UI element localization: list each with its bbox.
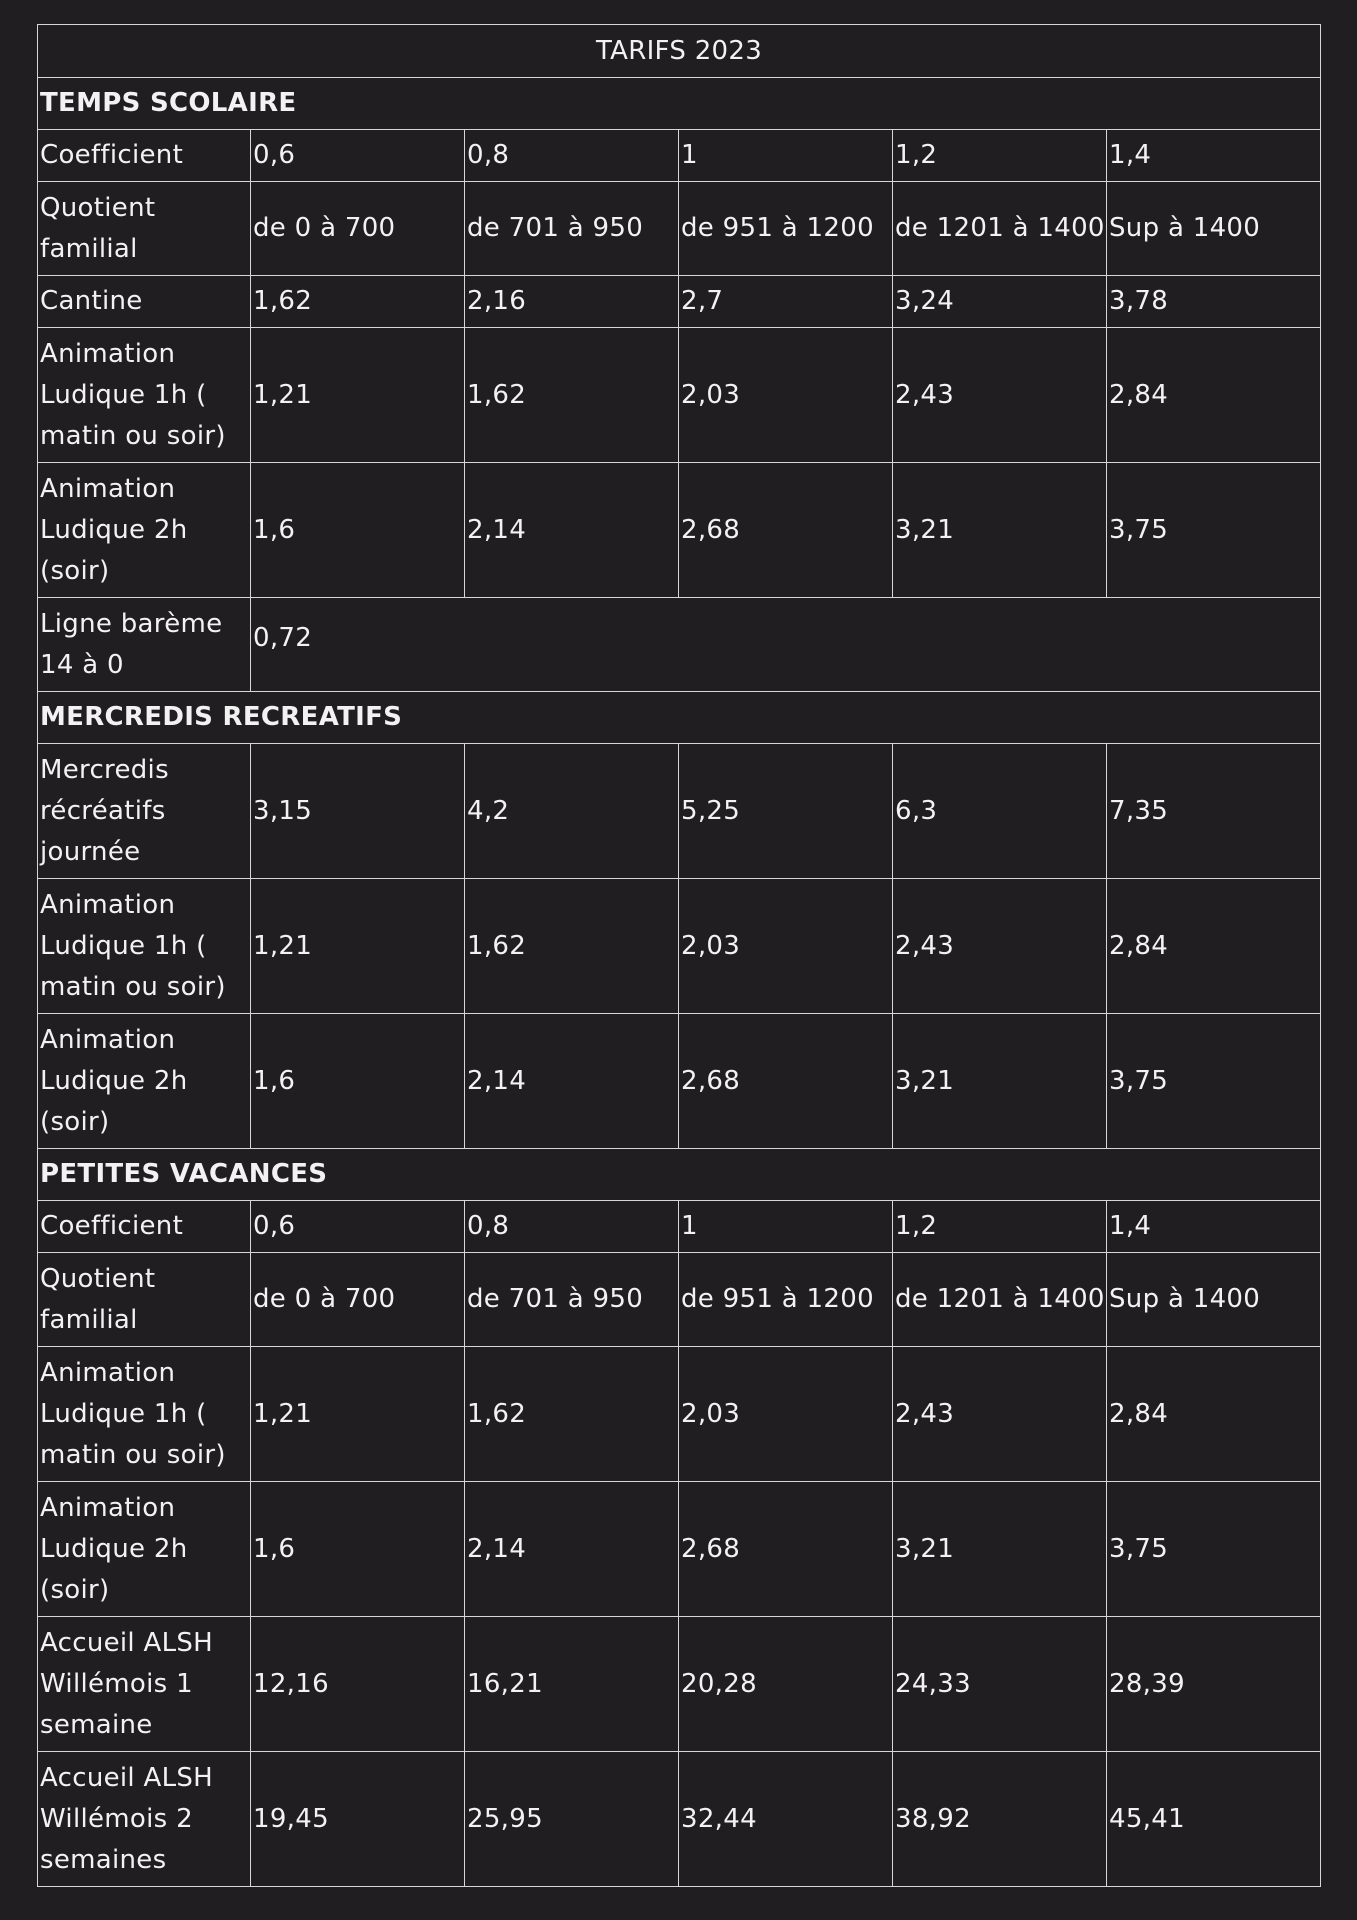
table-cell: 2,7 — [679, 276, 893, 328]
row-label: Animation Ludique 2h (soir) — [38, 1014, 251, 1149]
row-label: Cantine — [38, 276, 251, 328]
table-cell: 2,14 — [465, 1014, 679, 1149]
table-cell: de 951 à 1200 — [679, 1253, 893, 1347]
section-header-row — [38, 692, 1321, 744]
table-cell: 2,43 — [893, 328, 1107, 463]
table-row — [38, 598, 1321, 692]
table-cell: 0,72 — [251, 598, 1321, 692]
table-cell: 3,21 — [893, 463, 1107, 598]
table-cell: 1,21 — [251, 1347, 465, 1482]
section-title: PETITES VACANCES — [38, 1149, 1321, 1201]
table-cell: 24,33 — [893, 1617, 1107, 1752]
table-row — [38, 130, 1321, 182]
table-cell: 1,6 — [251, 1014, 465, 1149]
table-cell: 2,84 — [1107, 879, 1321, 1014]
table-cell: 1,6 — [251, 1482, 465, 1617]
table-cell: 1,62 — [465, 879, 679, 1014]
table-cell: 32,44 — [679, 1752, 893, 1887]
row-label: Animation Ludique 2h (soir) — [38, 463, 251, 598]
table-cell: 2,84 — [1107, 328, 1321, 463]
table-cell: 38,92 — [893, 1752, 1107, 1887]
table-cell: 0,6 — [251, 1201, 465, 1253]
row-label: Animation Ludique 1h ( matin ou soir) — [38, 328, 251, 463]
table-cell: 0,8 — [465, 1201, 679, 1253]
row-label: Coefficient — [38, 130, 251, 182]
table-cell: 2,68 — [679, 463, 893, 598]
section-header-row — [38, 1149, 1321, 1201]
table-row — [38, 276, 1321, 328]
table-cell: de 0 à 700 — [251, 1253, 465, 1347]
table-row — [38, 879, 1321, 1014]
table-cell: 1,21 — [251, 328, 465, 463]
table-cell: de 701 à 950 — [465, 1253, 679, 1347]
table-cell: de 1201 à 1400 — [893, 1253, 1107, 1347]
table-cell: de 701 à 950 — [465, 182, 679, 276]
table-cell: 7,35 — [1107, 744, 1321, 879]
section-title: TEMPS SCOLAIRE — [38, 78, 1321, 130]
table-cell: 6,3 — [893, 744, 1107, 879]
table-cell: 2,14 — [465, 1482, 679, 1617]
row-label: Quotient familial — [38, 1253, 251, 1347]
tarifs-table — [37, 24, 1321, 1887]
table-row — [38, 1752, 1321, 1887]
table-cell: 1 — [679, 130, 893, 182]
table-cell: 3,21 — [893, 1482, 1107, 1617]
table-cell: 1,6 — [251, 463, 465, 598]
section-title: MERCREDIS RECREATIFS — [38, 692, 1321, 744]
table-title: TARIFS 2023 — [38, 25, 1321, 78]
row-label: Mercredis récréatifs journée — [38, 744, 251, 879]
table-cell: 28,39 — [1107, 1617, 1321, 1752]
table-cell: 2,16 — [465, 276, 679, 328]
row-label: Animation Ludique 1h ( matin ou soir) — [38, 879, 251, 1014]
row-label: Animation Ludique 1h ( matin ou soir) — [38, 1347, 251, 1482]
row-label: Accueil ALSH Willémois 2 semaines — [38, 1752, 251, 1887]
table-cell: de 0 à 700 — [251, 182, 465, 276]
table-cell: 45,41 — [1107, 1752, 1321, 1887]
row-label: Animation Ludique 2h (soir) — [38, 1482, 251, 1617]
table-row — [38, 1482, 1321, 1617]
table-cell: 25,95 — [465, 1752, 679, 1887]
table-cell: 3,24 — [893, 276, 1107, 328]
table-cell: 1,4 — [1107, 1201, 1321, 1253]
table-row — [38, 182, 1321, 276]
table-row — [38, 328, 1321, 463]
table-cell: 1,62 — [465, 328, 679, 463]
table-cell: 2,84 — [1107, 1347, 1321, 1482]
table-row — [38, 1253, 1321, 1347]
table-cell: de 951 à 1200 — [679, 182, 893, 276]
table-cell: 12,16 — [251, 1617, 465, 1752]
table-cell: Sup à 1400 — [1107, 1253, 1321, 1347]
table-cell: 1 — [679, 1201, 893, 1253]
table-cell: 3,78 — [1107, 276, 1321, 328]
table-cell: 3,15 — [251, 744, 465, 879]
table-cell: 2,43 — [893, 1347, 1107, 1482]
table-cell: 20,28 — [679, 1617, 893, 1752]
table-cell: 2,68 — [679, 1014, 893, 1149]
table-row — [38, 463, 1321, 598]
row-label: Accueil ALSH Willémois 1 semaine — [38, 1617, 251, 1752]
row-label: Ligne barème 14 à 0 — [38, 598, 251, 692]
table-cell: 16,21 — [465, 1617, 679, 1752]
table-cell: 5,25 — [679, 744, 893, 879]
table-cell: 2,03 — [679, 879, 893, 1014]
table-cell: 1,4 — [1107, 130, 1321, 182]
table-cell: 2,03 — [679, 328, 893, 463]
row-label: Quotient familial — [38, 182, 251, 276]
table-cell: 3,75 — [1107, 463, 1321, 598]
row-label: Coefficient — [38, 1201, 251, 1253]
table-cell: 3,75 — [1107, 1014, 1321, 1149]
table-cell: 3,21 — [893, 1014, 1107, 1149]
section-header-row — [38, 78, 1321, 130]
table-cell: 3,75 — [1107, 1482, 1321, 1617]
table-cell: 0,8 — [465, 130, 679, 182]
table-cell: 1,62 — [251, 276, 465, 328]
table-cell: 1,21 — [251, 879, 465, 1014]
table-cell: 2,68 — [679, 1482, 893, 1617]
table-cell: 19,45 — [251, 1752, 465, 1887]
table-cell: 2,43 — [893, 879, 1107, 1014]
table-cell: 2,14 — [465, 463, 679, 598]
table-row — [38, 744, 1321, 879]
table-cell: 1,2 — [893, 1201, 1107, 1253]
table-title-row — [38, 25, 1321, 78]
table-row — [38, 1201, 1321, 1253]
table-cell: 0,6 — [251, 130, 465, 182]
table-row — [38, 1347, 1321, 1482]
table-cell: 1,62 — [465, 1347, 679, 1482]
table-row — [38, 1617, 1321, 1752]
table-cell: Sup à 1400 — [1107, 182, 1321, 276]
table-cell: de 1201 à 1400 — [893, 182, 1107, 276]
table-cell: 4,2 — [465, 744, 679, 879]
table-row — [38, 1014, 1321, 1149]
table-cell: 1,2 — [893, 130, 1107, 182]
table-cell: 2,03 — [679, 1347, 893, 1482]
